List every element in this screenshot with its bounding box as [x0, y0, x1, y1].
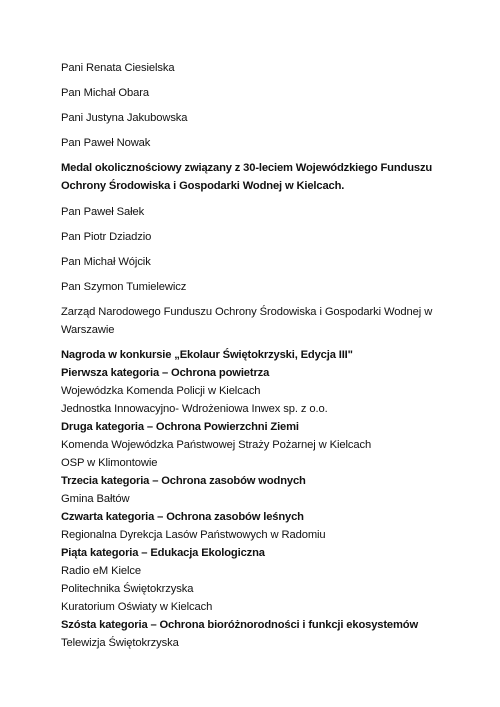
section-heading-medal-cont: Ochrony Środowiska i Gospodarki Wodnej w Kielcach. [61, 180, 345, 192]
award-recipient: Wojewódzka Komenda Policji w Kielcach [61, 385, 261, 397]
person-name: Pani Renata Ciesielska [61, 62, 175, 74]
category-heading-6: Szósta kategoria – Ochrona bioróżnorodności i funkcji ekosystemów [61, 619, 419, 631]
award-recipient: Telewizja Świętokrzyska [61, 637, 179, 649]
organization-name: Zarząd Narodowego Funduszu Ochrony Środowiska i Gospodarki Wodnej w [61, 306, 433, 318]
award-recipient: Jednostka Innowacyjno- Wdrożeniowa Inwex sp. z o.o. [61, 403, 328, 415]
category-heading-5: Piąta kategoria – Edukacja Ekologiczna [61, 547, 265, 559]
person-name: Pan Piotr Dziadzio [61, 231, 152, 243]
person-name: Pan Michał Obara [61, 87, 149, 99]
person-name: Pan Szymon Tumielewicz [61, 281, 187, 293]
person-name: Pani Justyna Jakubowska [61, 112, 188, 124]
award-recipient: Komenda Wojewódzka Państwowej Straży Pożarnej w Kielcach [61, 439, 372, 451]
award-recipient: Politechnika Świętokrzyska [61, 583, 194, 595]
category-heading-2: Druga kategoria – Ochrona Powierzchni Ziemi [61, 421, 299, 433]
award-recipient: Regionalna Dyrekcja Lasów Państwowych w Radomiu [61, 529, 326, 541]
category-heading-4: Czwarta kategoria – Ochrona zasobów leśnych [61, 511, 304, 523]
section-heading-medal: Medal okolicznościowy związany z 30-leciem Wojewódzkiego Funduszu [61, 162, 433, 174]
person-name: Pan Paweł Nowak [61, 137, 151, 149]
category-heading-3: Trzecia kategoria – Ochrona zasobów wodnych [61, 475, 306, 487]
award-recipient: Gmina Bałtów [61, 493, 130, 505]
organization-name-cont: Warszawie [61, 324, 115, 336]
section-heading-ekolaur: Nagroda w konkursie „Ekolaur Świętokrzyski, Edycja III" [61, 349, 353, 361]
category-heading-1: Pierwsza kategoria – Ochrona powietrza [61, 367, 270, 379]
award-recipient: Radio eM Kielce [61, 565, 141, 577]
award-recipient: OSP w Klimontowie [61, 457, 158, 469]
award-recipient: Kuratorium Oświaty w Kielcach [61, 601, 213, 613]
person-name: Pan Paweł Sałek [61, 206, 145, 218]
person-name: Pan Michał Wójcik [61, 256, 151, 268]
